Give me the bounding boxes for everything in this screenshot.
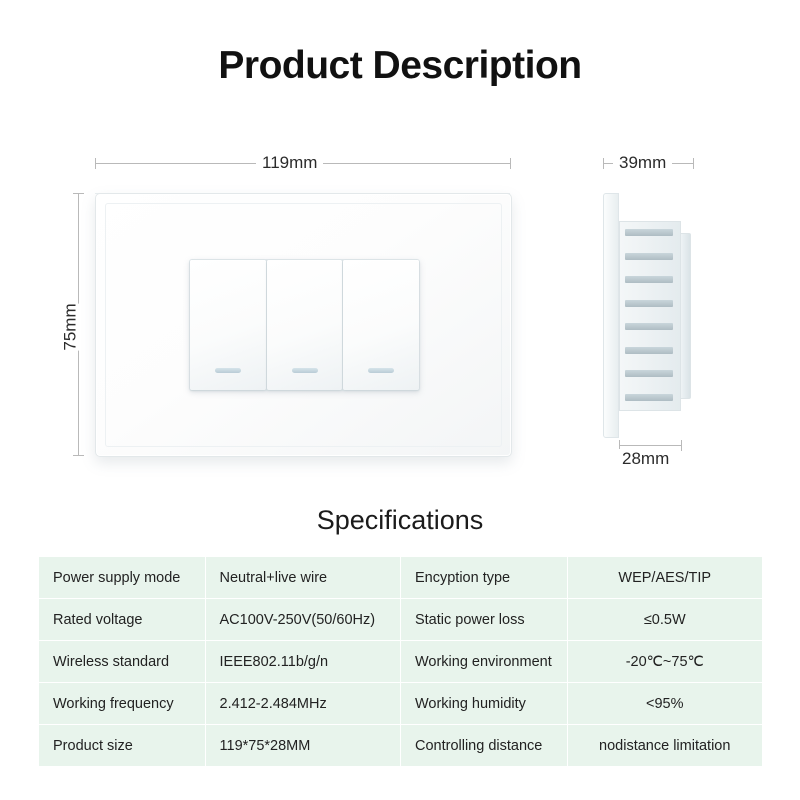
spec-key: Product size [39,725,206,767]
height-dimension-tick-top [73,193,84,194]
rocker-switch-3[interactable] [343,260,419,390]
table-row [39,599,763,641]
side-width-tick-right [693,158,694,169]
table-row [39,557,763,599]
specifications-title: Specifications [316,505,484,535]
spec-value: -20℃~75℃ [567,641,763,683]
side-width-dimension-label: 39mm [613,153,672,173]
page-title: Product Description [218,44,582,87]
side-view-diagram [585,145,785,475]
width-dimension-label: 119mm [256,153,323,173]
indicator-led-icon [215,368,241,373]
switch-faceplate [95,193,512,457]
terminal-fin [625,394,673,401]
indicator-led-icon [292,368,318,373]
switch-side-body [603,193,693,438]
spec-value: WEP/AES/TIP [567,557,763,599]
spec-key: Controlling distance [400,725,567,767]
height-dimension-tick-bottom [73,455,84,456]
height-dimension-label: 75mm [55,303,87,350]
spec-value: <95% [567,683,763,725]
rocker-switch-2[interactable] [267,260,343,390]
terminal-fin [625,229,673,236]
side-depth-dimension-label: 28mm [616,449,675,469]
spec-value: nodistance limitation [567,725,763,767]
spec-value: IEEE802.11b/g/n [205,641,400,683]
specifications-table [38,556,763,767]
spec-key: Working environment [400,641,567,683]
width-dimension-tick-right [510,158,511,169]
rocker-group [189,259,420,391]
spec-value: ≤0.5W [567,599,763,641]
spec-key: Working frequency [39,683,206,725]
side-terminal-fins [625,229,673,401]
spec-value: 119*75*28MM [205,725,400,767]
spec-key: Working humidity [400,683,567,725]
width-dimension-tick-left [95,158,96,169]
terminal-fin [625,276,673,283]
spec-value: Neutral+live wire [205,557,400,599]
side-width-tick-left [603,158,604,169]
spec-value: 2.412-2.484MHz [205,683,400,725]
terminal-fin [625,347,673,354]
terminal-fin [625,323,673,330]
spec-key: Wireless standard [39,641,206,683]
spec-value: AC100V-250V(50/60Hz) [205,599,400,641]
side-rear-cap [681,233,691,399]
spec-key: Rated voltage [39,599,206,641]
table-row [39,725,763,767]
indicator-led-icon [368,368,394,373]
front-view-diagram [60,145,520,475]
terminal-fin [625,370,673,377]
spec-key: Power supply mode [39,557,206,599]
side-depth-tick-right [681,440,682,451]
spec-key: Static power loss [400,599,567,641]
rocker-switch-1[interactable] [190,260,266,390]
side-depth-dimension-line [619,445,681,446]
table-row [39,683,763,725]
side-faceplate [603,193,619,438]
terminal-fin [625,300,673,307]
table-row [39,641,763,683]
spec-key: Encyption type [400,557,567,599]
terminal-fin [625,253,673,260]
